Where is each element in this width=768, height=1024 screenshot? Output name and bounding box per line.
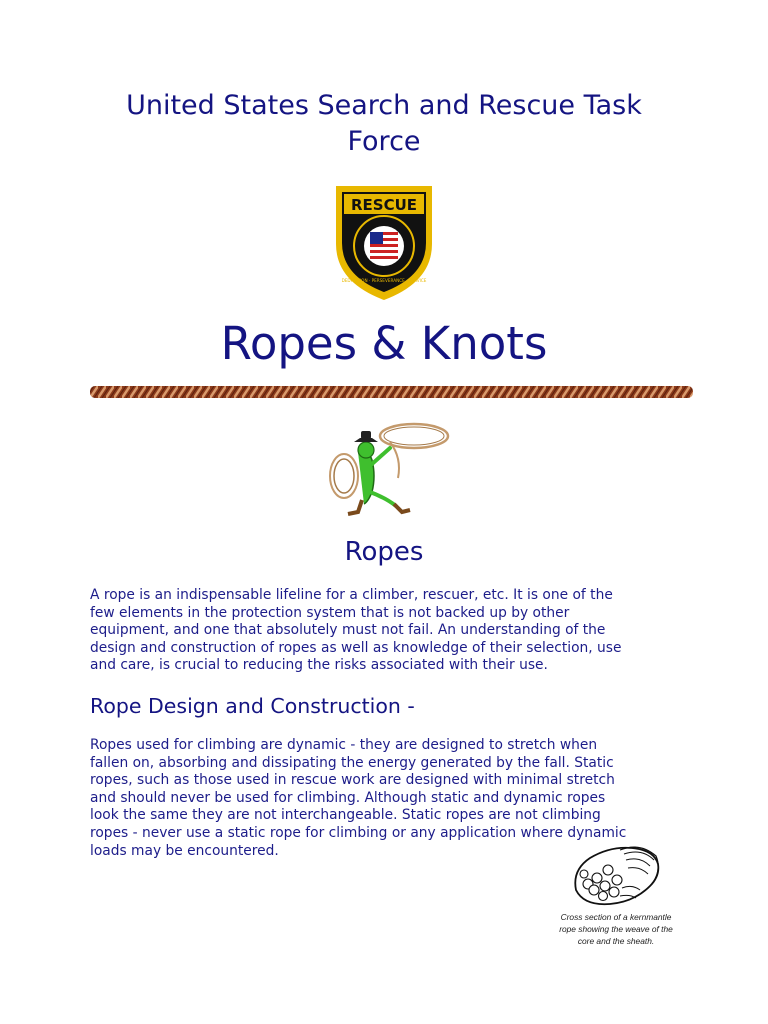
document-title: United States Search and Rescue Task Force [126, 90, 642, 157]
intro-paragraph: A rope is an indispensable lifeline for a climber, rescuer, etc. It is one of the few elements in the protection system that is not backed up by other equipment, and one that absolutely must not fail. An understanding of the design and construction of ropes as well as knowledge of their selection, use and care, is crucial to reducing the risks associated with their use. [90, 587, 622, 674]
rope-cross-section-illustration [570, 840, 662, 910]
badge-ring-text: DEDICATION · PERSEVERANCE · SERVICE [341, 278, 427, 283]
figure-caption: Cross section of a kernmantle rope showing the weave of the core and the sheath. [559, 912, 673, 946]
design-paragraph: Ropes used for climbing are dynamic - they are designed to stretch when fallen on, absorbing and dissipating the energy generated by the fall. Static ropes, such as those used in rescue work are designed with minimal stretch and should never be used for climbing. Although static and dynamic ropes look the same they are not interchangeable. Static ropes are not climbing ropes - never use a static rope for climbing or any application where dynamic loads may be encountered. [90, 737, 627, 859]
cowboy-lasso-illustration [322, 418, 450, 518]
section-heading-ropes: Ropes [344, 537, 424, 567]
badge-label: RESCUE [350, 196, 418, 214]
main-title: Ropes & Knots [220, 317, 548, 370]
rescue-badge-logo [330, 178, 438, 302]
rope-divider [90, 386, 693, 398]
sub-heading-rope-design: Rope Design and Construction - [90, 694, 415, 718]
